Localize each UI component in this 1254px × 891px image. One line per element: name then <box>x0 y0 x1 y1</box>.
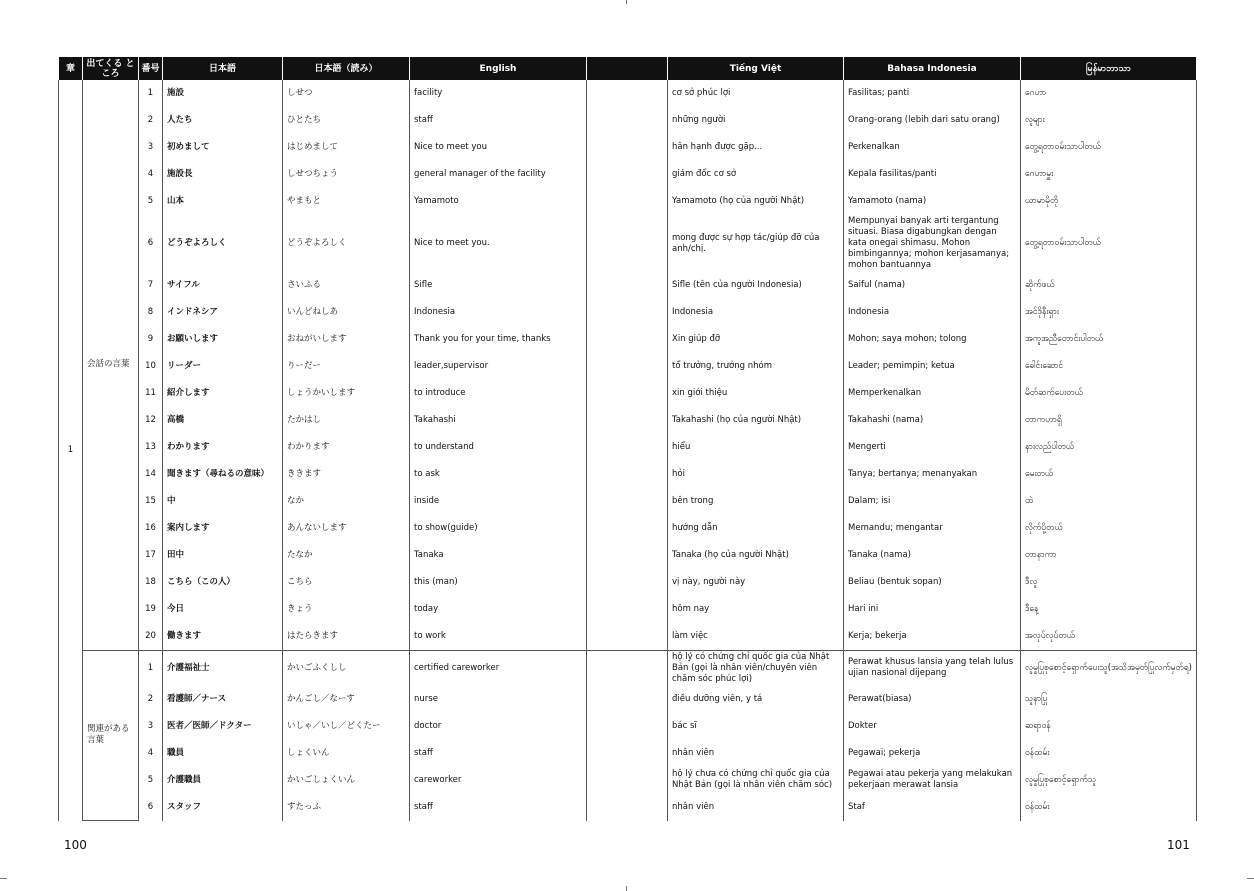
japanese-term: 案内します <box>163 515 283 542</box>
table-row <box>59 188 1197 215</box>
vietnamese-translation: hướng dẫn <box>668 515 844 542</box>
indonesian-translation: Dalam; isi <box>844 488 1021 515</box>
burmese-translation: နားလည်ပါတယ် <box>1021 434 1197 461</box>
english-translation: this (man) <box>410 569 587 596</box>
english-translation: staff <box>410 107 587 134</box>
vietnamese-translation: làm việc <box>668 623 844 650</box>
english-translation: Indonesia <box>410 299 587 326</box>
english-translation: to introduce <box>410 380 587 407</box>
row-number: 7 <box>139 272 163 299</box>
japanese-reading: なか <box>283 488 410 515</box>
english-translation: Yamamoto <box>410 188 587 215</box>
japanese-term: 田中 <box>163 542 283 569</box>
blank-cell <box>587 80 668 107</box>
burmese-translation: ဂေဟာမှူး <box>1021 161 1197 188</box>
blank-cell <box>587 569 668 596</box>
crop-mark <box>1247 878 1254 879</box>
page-number-right: 101 <box>1167 838 1190 852</box>
indonesian-translation: Beliau (bentuk sopan) <box>844 569 1021 596</box>
english-translation: to show(guide) <box>410 515 587 542</box>
burmese-translation: ဝန်ထမ်း <box>1021 794 1197 821</box>
row-number: 6 <box>139 794 163 821</box>
vietnamese-translation: nhân viên <box>668 794 844 821</box>
english-translation: to ask <box>410 461 587 488</box>
japanese-term: こちら（この人） <box>163 569 283 596</box>
table-row <box>59 542 1197 569</box>
english-translation: Thank you for your time, thanks <box>410 326 587 353</box>
indonesian-translation: Pegawai; pekerja <box>844 740 1021 767</box>
burmese-translation: တွေ့ရတာဝမ်းသာပါတယ် <box>1021 134 1197 161</box>
row-number: 1 <box>139 80 163 107</box>
blank-cell <box>587 488 668 515</box>
english-translation: to understand <box>410 434 587 461</box>
indonesian-translation: Orang-orang (lebih dari satu orang) <box>844 107 1021 134</box>
japanese-reading: はじめまして <box>283 134 410 161</box>
crop-mark <box>0 878 7 879</box>
table-row <box>59 596 1197 623</box>
japanese-term: 施設 <box>163 80 283 107</box>
japanese-reading: すたっふ <box>283 794 410 821</box>
japanese-term: 介護職員 <box>163 767 283 794</box>
header-english: English <box>410 57 587 80</box>
japanese-reading: あんないします <box>283 515 410 542</box>
indonesian-translation: Perkenalkan <box>844 134 1021 161</box>
blank-cell <box>587 326 668 353</box>
japanese-reading: しょくいん <box>283 740 410 767</box>
row-number: 10 <box>139 353 163 380</box>
blank-cell <box>587 686 668 713</box>
japanese-term: スタッフ <box>163 794 283 821</box>
english-translation: general manager of the facility <box>410 161 587 188</box>
japanese-reading: かんごし／なーす <box>283 686 410 713</box>
table-row <box>59 134 1197 161</box>
table-header-row <box>59 57 1197 80</box>
japanese-term: インドネシア <box>163 299 283 326</box>
vietnamese-translation: Indonesia <box>668 299 844 326</box>
indonesian-translation: Tanaka (nama) <box>844 542 1021 569</box>
vietnamese-translation: Yamamoto (họ của người Nhật) <box>668 188 844 215</box>
page-number-left: 100 <box>64 838 87 852</box>
japanese-reading: はたらきます <box>283 623 410 650</box>
indonesian-translation: Pegawai atau pekerja yang melakukan pekerjaan merawat lansia <box>844 767 1021 794</box>
japanese-term: 看護師／ナース <box>163 686 283 713</box>
header-blank <box>587 57 668 80</box>
vietnamese-translation: bên trong <box>668 488 844 515</box>
indonesian-translation: Yamamoto (nama) <box>844 188 1021 215</box>
japanese-reading: どうぞよろしく <box>283 215 410 272</box>
row-number: 8 <box>139 299 163 326</box>
table-row <box>59 740 1197 767</box>
burmese-translation: အလုပ်လုပ်တယ် <box>1021 623 1197 650</box>
crop-mark <box>626 0 627 4</box>
english-translation: doctor <box>410 713 587 740</box>
blank-cell <box>587 380 668 407</box>
burmese-translation: လူမှုပြုစုစောင့်ရှောက်သူ <box>1021 767 1197 794</box>
indonesian-translation: Staf <box>844 794 1021 821</box>
table-row <box>59 488 1197 515</box>
row-number: 4 <box>139 740 163 767</box>
japanese-term: 今日 <box>163 596 283 623</box>
vietnamese-translation: những người <box>668 107 844 134</box>
row-number: 13 <box>139 434 163 461</box>
vietnamese-translation: hiểu <box>668 434 844 461</box>
burmese-translation: ဒီနေ့ <box>1021 596 1197 623</box>
blank-cell <box>587 767 668 794</box>
indonesian-translation: Takahashi (nama) <box>844 407 1021 434</box>
japanese-term: サイフル <box>163 272 283 299</box>
row-number: 5 <box>139 188 163 215</box>
japanese-reading: かいごしょくいん <box>283 767 410 794</box>
burmese-translation: အင်ဒိုနီးရှား <box>1021 299 1197 326</box>
japanese-reading: こちら <box>283 569 410 596</box>
japanese-term: お願いします <box>163 326 283 353</box>
row-number: 12 <box>139 407 163 434</box>
vietnamese-translation: Tanaka (họ của người Nhật) <box>668 542 844 569</box>
japanese-reading: いしゃ／いし／どくたー <box>283 713 410 740</box>
row-number: 18 <box>139 569 163 596</box>
vietnamese-translation: điều dưỡng viên, y tá <box>668 686 844 713</box>
burmese-translation: တာကဟာရှိ <box>1021 407 1197 434</box>
table-row <box>59 515 1197 542</box>
english-translation: Nice to meet you. <box>410 215 587 272</box>
vietnamese-translation: hôm nay <box>668 596 844 623</box>
burmese-translation: လူများ <box>1021 107 1197 134</box>
japanese-reading: やまもと <box>283 188 410 215</box>
indonesian-translation: Dokter <box>844 713 1021 740</box>
table-row <box>59 794 1197 821</box>
english-translation: nurse <box>410 686 587 713</box>
row-number: 15 <box>139 488 163 515</box>
burmese-translation: အကူအညီတောင်းပါတယ် <box>1021 326 1197 353</box>
japanese-reading: ひとたち <box>283 107 410 134</box>
indonesian-translation: Mempunyai banyak arti tergantung situasi. Biasa digabungkan dengan kata onegai shimasu. Mohon bimbingannya; mohon kerjasamanya; mohon bantuannya <box>844 215 1021 272</box>
english-translation: today <box>410 596 587 623</box>
indonesian-translation: Leader; pemimpin; ketua <box>844 353 1021 380</box>
table-row <box>59 272 1197 299</box>
english-translation: to work <box>410 623 587 650</box>
burmese-translation: ထဲ <box>1021 488 1197 515</box>
indonesian-translation: Tanya; bertanya; menanyakan <box>844 461 1021 488</box>
japanese-reading: しょうかいします <box>283 380 410 407</box>
blank-cell <box>587 215 668 272</box>
row-number: 19 <box>139 596 163 623</box>
table-row <box>59 434 1197 461</box>
english-translation: inside <box>410 488 587 515</box>
indonesian-translation: Memperkenalkan <box>844 380 1021 407</box>
english-translation: staff <box>410 794 587 821</box>
table-row <box>59 650 1197 686</box>
crop-mark <box>626 886 627 891</box>
japanese-term: 中 <box>163 488 283 515</box>
english-translation: leader,supervisor <box>410 353 587 380</box>
row-number: 6 <box>139 215 163 272</box>
table-row <box>59 161 1197 188</box>
table-row <box>59 407 1197 434</box>
vietnamese-translation: nhân viên <box>668 740 844 767</box>
blank-cell <box>587 461 668 488</box>
japanese-term: 初めまして <box>163 134 283 161</box>
row-number: 4 <box>139 161 163 188</box>
burmese-translation: မိတ်ဆက်ပေးတယ် <box>1021 380 1197 407</box>
japanese-reading: きょう <box>283 596 410 623</box>
table-row <box>59 461 1197 488</box>
header-vietnamese: Tiếng Việt <box>668 57 844 80</box>
japanese-term: 高橋 <box>163 407 283 434</box>
indonesian-translation: Saiful (nama) <box>844 272 1021 299</box>
japanese-reading: たなか <box>283 542 410 569</box>
header-japanese: 日本語 <box>163 57 283 80</box>
blank-cell <box>587 107 668 134</box>
blank-cell <box>587 794 668 821</box>
section-name-cell: 関連がある言葉 <box>83 650 139 821</box>
indonesian-translation: Hari ini <box>844 596 1021 623</box>
burmese-translation: တွေ့ရတာဝမ်းသာပါတယ် <box>1021 215 1197 272</box>
blank-cell <box>587 542 668 569</box>
vietnamese-translation: bác sĩ <box>668 713 844 740</box>
burmese-translation: ခေါင်းဆောင် <box>1021 353 1197 380</box>
row-number: 14 <box>139 461 163 488</box>
indonesian-translation: Perawat(biasa) <box>844 686 1021 713</box>
japanese-reading: しせつちょう <box>283 161 410 188</box>
row-number: 17 <box>139 542 163 569</box>
row-number: 16 <box>139 515 163 542</box>
japanese-term: 聞きます（尋ねるの意味） <box>163 461 283 488</box>
japanese-term: 人たち <box>163 107 283 134</box>
row-number: 11 <box>139 380 163 407</box>
japanese-term: 山本 <box>163 188 283 215</box>
vietnamese-translation: tổ trưởng, trưởng nhóm <box>668 353 844 380</box>
blank-cell <box>587 272 668 299</box>
japanese-reading: かいごふくしし <box>283 650 410 686</box>
blank-cell <box>587 515 668 542</box>
vietnamese-translation: hỏi <box>668 461 844 488</box>
japanese-term: わかります <box>163 434 283 461</box>
japanese-reading: しせつ <box>283 80 410 107</box>
table-row <box>59 299 1197 326</box>
burmese-translation: လိုက်ပို့တယ် <box>1021 515 1197 542</box>
header-reading: 日本語（読み） <box>283 57 410 80</box>
indonesian-translation: Kepala fasilitas/panti <box>844 161 1021 188</box>
chapter-cell: 1 <box>59 80 83 821</box>
table-row <box>59 353 1197 380</box>
indonesian-translation: Indonesia <box>844 299 1021 326</box>
english-translation: careworker <box>410 767 587 794</box>
burmese-translation: မေးတယ် <box>1021 461 1197 488</box>
japanese-reading: ききます <box>283 461 410 488</box>
vietnamese-translation: hộ lý chưa có chứng chỉ quốc gia của Nhật Bản (gọi là nhân viên chăm sóc) <box>668 767 844 794</box>
vietnamese-translation: xin giới thiệu <box>668 380 844 407</box>
burmese-translation: တာနာကာ <box>1021 542 1197 569</box>
table-row <box>59 107 1197 134</box>
japanese-term: リーダー <box>163 353 283 380</box>
vietnamese-translation: hân hạnh được gặp... <box>668 134 844 161</box>
table-row <box>59 713 1197 740</box>
blank-cell <box>587 596 668 623</box>
row-number: 5 <box>139 767 163 794</box>
japanese-reading: わかります <box>283 434 410 461</box>
japanese-term: 働きます <box>163 623 283 650</box>
vietnamese-translation: Xin giúp đỡ <box>668 326 844 353</box>
table-row <box>59 686 1197 713</box>
vietnamese-translation: mong được sự hợp tác/giúp đỡ của anh/chị. <box>668 215 844 272</box>
blank-cell <box>587 740 668 767</box>
japanese-reading: さいふる <box>283 272 410 299</box>
vietnamese-translation: Takahashi (họ của người Nhật) <box>668 407 844 434</box>
indonesian-translation: Fasilitas; panti <box>844 80 1021 107</box>
japanese-reading: りーだー <box>283 353 410 380</box>
indonesian-translation: Perawat khusus lansia yang telah lulus ujian nasional dijepang <box>844 650 1021 686</box>
blank-cell <box>587 134 668 161</box>
vietnamese-translation: hộ lý có chứng chỉ quốc gia của Nhật Bản (gọi là nhân viên/chuyên viên chăm sóc phúc lợi) <box>668 650 844 686</box>
indonesian-translation: Mohon; saya mohon; tolong <box>844 326 1021 353</box>
english-translation: facility <box>410 80 587 107</box>
indonesian-translation: Mengerti <box>844 434 1021 461</box>
header-location: 出てくる ところ <box>83 57 139 80</box>
english-translation: certified careworker <box>410 650 587 686</box>
burmese-translation: ဒီလူ <box>1021 569 1197 596</box>
table-row <box>59 326 1197 353</box>
japanese-term: 施設長 <box>163 161 283 188</box>
japanese-term: 介護福祉士 <box>163 650 283 686</box>
japanese-term: 医者／医師／ドクター <box>163 713 283 740</box>
english-translation: staff <box>410 740 587 767</box>
burmese-translation: ဂေဟာ <box>1021 80 1197 107</box>
english-translation: Sifle <box>410 272 587 299</box>
vietnamese-translation: cơ sở phúc lợi <box>668 80 844 107</box>
row-number: 3 <box>139 134 163 161</box>
japanese-reading: たかはし <box>283 407 410 434</box>
burmese-translation: ဆိုက်ဖယ် <box>1021 272 1197 299</box>
english-translation: Takahashi <box>410 407 587 434</box>
row-number: 9 <box>139 326 163 353</box>
blank-cell <box>587 353 668 380</box>
row-number: 2 <box>139 686 163 713</box>
row-number: 1 <box>139 650 163 686</box>
japanese-reading: おねがいします <box>283 326 410 353</box>
vietnamese-translation: giám đốc cơ sở <box>668 161 844 188</box>
burmese-translation: သူနာပြု <box>1021 686 1197 713</box>
japanese-reading: いんどねしあ <box>283 299 410 326</box>
blank-cell <box>587 623 668 650</box>
english-translation: Nice to meet you <box>410 134 587 161</box>
blank-cell <box>587 650 668 686</box>
blank-cell <box>587 434 668 461</box>
table-row <box>59 215 1197 272</box>
row-number: 3 <box>139 713 163 740</box>
table-row <box>59 80 1197 107</box>
table-row <box>59 623 1197 650</box>
row-number: 20 <box>139 623 163 650</box>
table-row <box>59 569 1197 596</box>
table-row <box>59 767 1197 794</box>
blank-cell <box>587 407 668 434</box>
section-name-cell: 会話の言葉 <box>83 80 139 650</box>
japanese-term: どうぞよろしく <box>163 215 283 272</box>
vocabulary-table <box>58 57 1197 821</box>
header-number: 番号 <box>139 57 163 80</box>
blank-cell <box>587 299 668 326</box>
japanese-term: 紹介します <box>163 380 283 407</box>
header-indonesian: Bahasa Indonesia <box>844 57 1021 80</box>
table-row <box>59 380 1197 407</box>
blank-cell <box>587 161 668 188</box>
burmese-translation: ဝန်ထမ်း <box>1021 740 1197 767</box>
row-number: 2 <box>139 107 163 134</box>
burmese-translation: ဆရာဝန် <box>1021 713 1197 740</box>
indonesian-translation: Kerja; bekerja <box>844 623 1021 650</box>
english-translation: Tanaka <box>410 542 587 569</box>
header-chapter: 章 <box>59 57 83 80</box>
japanese-term: 職員 <box>163 740 283 767</box>
indonesian-translation: Memandu; mengantar <box>844 515 1021 542</box>
blank-cell <box>587 188 668 215</box>
burmese-translation: ယာမာမိုတို <box>1021 188 1197 215</box>
header-burmese: မြန်မာဘာသာ <box>1021 57 1197 80</box>
blank-cell <box>587 713 668 740</box>
vietnamese-translation: Sifle (tên của người Indonesia) <box>668 272 844 299</box>
burmese-translation: လူမှုပြုစုစောင့်ရှောက်ပေးသူ(အသိအမှတ်ပြုလက်မှတ်ရ) <box>1021 650 1197 686</box>
vietnamese-translation: vị này, người này <box>668 569 844 596</box>
